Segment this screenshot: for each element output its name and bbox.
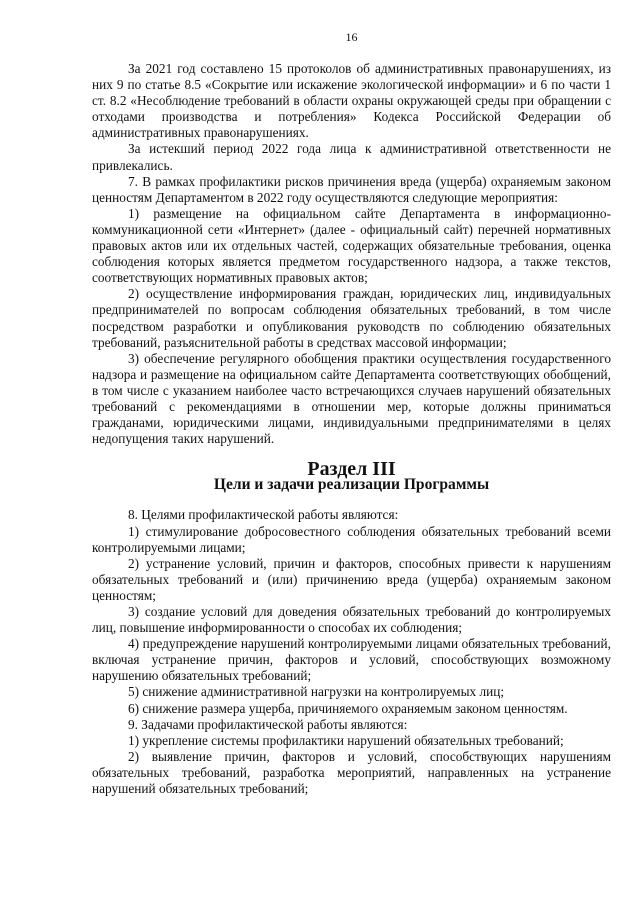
- list-item-8-5: 5) снижение административной нагрузки на контролируемых лиц;: [128, 684, 505, 700]
- list-item-7-1: 1) размещение на официальном сайте Департамента в информационно-коммуникационной сети «Интернет» (далее - официальный сайт) перечней нормативных правовых актов или их отдельных частей, содержащих обязательные требования, оценка соблюдения которых является предметом государственного надзора, а также текстов, соответствующих нормативных правовых актов;: [92, 205, 611, 286]
- list-item-8-6: 6) снижение размера ущерба, причиняемого охраняемым законом ценностям.: [128, 700, 568, 716]
- list-item-9-2: 2) выявление причин, факторов и условий, способствующих нарушениям обязательных требований, разработка мероприятий, направленных на устранение нарушений обязательных требований;: [92, 748, 611, 797]
- section-heading: Раздел III: [307, 458, 396, 481]
- page-number: 16: [345, 30, 358, 44]
- section-subheading: Цели и задачи реализации Программы: [213, 476, 490, 494]
- list-item-9-1: 1) укрепление системы профилактики нарушений обязательных требований;: [128, 732, 564, 748]
- list-item-7-3: 3) обеспечение регулярного обобщения практики осуществления государственного надзора и размещение на официальном сайте Департамента соответствующих обобщений, в том числе с указанием наиболее часто встречающихся случаев нарушений обязательных требований с рекомендациями в отношении мер, которые должны приниматься гражданами, юридическими лицами, индивидуальными предпринимателями в целях недопущения таких нарушений.: [92, 350, 611, 447]
- list-item-8-2: 2) устранение условий, причин и факторов, способных привести к нарушениям обязательных требований и (или) причинению вреда (ущерба) охраняемым законом ценностям;: [92, 555, 611, 603]
- list-item-8-3: 3) создание условий для доведения обязательных требований до контролируемых лиц, повышение информированности о способах их соблюдения;: [92, 604, 611, 636]
- paragraph-item-7: 7. В рамках профилактики рисков причинения вреда (ущерба) охраняемым законом ценностям Департаментом в 2022 году осуществляются следующие мероприятия:: [92, 173, 611, 205]
- goals-text-block: [92, 507, 611, 797]
- paragraph-period-2022: За истекший период 2022 года лица к административной ответственности не привлекались.: [92, 141, 611, 173]
- list-item-7-2: 2) осуществление информирования граждан, юридических лиц, индивидуальных предпринимателей по вопросам соблюдения обязательных требований, в том числе посредством разработки и опубликования руководств по соблюдению обязательных требований, разъяснительной работы в средствах массовой информации;: [92, 286, 611, 350]
- intro-text-block: [92, 61, 611, 447]
- document-page: [92, 30, 611, 797]
- paragraph-protocols-2021: За 2021 год составлено 15 протоколов об административных правонарушениях, из них 9 по статье 8.5 «Сокрытие или искажение экологической информации» и 6 по части 1 ст. 8.2 «Несоблюдение требований в области охраны окружающей среды при обращении с отходами производства и потребления» Кодекса Российской Федерации об административных правонарушениях.: [92, 61, 611, 141]
- list-item-8-4: 4) предупреждение нарушений контролируемыми лицами обязательных требований, включая устранение причин, факторов и условий, способствующих возможному нарушению обязательных требований;: [92, 636, 611, 684]
- paragraph-item-9: 9. Задачами профилактической работы являются:: [128, 716, 408, 732]
- paragraph-item-8: 8. Целями профилактической работы являются:: [128, 507, 399, 523]
- list-item-8-1: 1) стимулирование добросовестного соблюдения обязательных требований всеми контролируемыми лицами;: [92, 523, 611, 555]
